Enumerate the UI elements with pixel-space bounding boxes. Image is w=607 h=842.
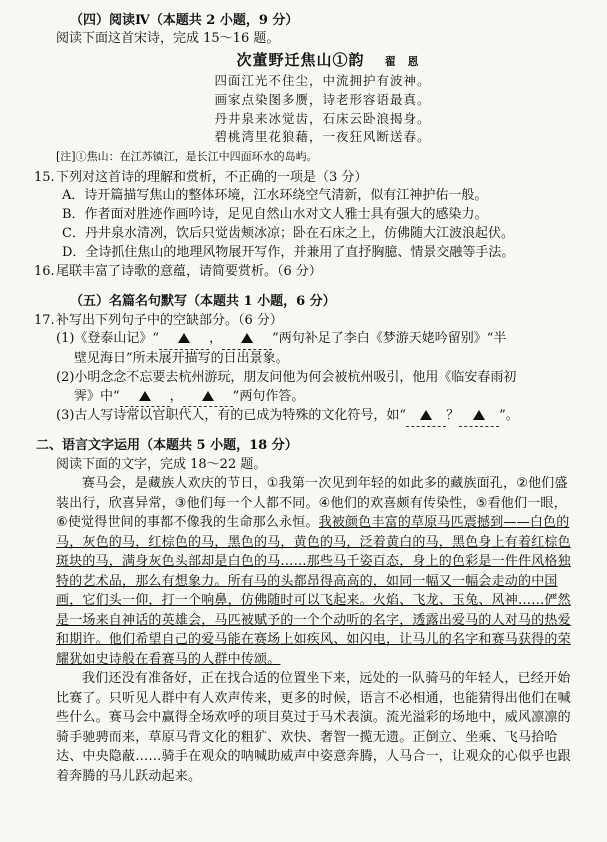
- q15-option-c: C．丹井泉水清冽，饮后只觉齿颊冰凉；卧在石床之上，仿佛随大江波浪起伏。: [62, 225, 514, 241]
- q17-item-2: [56, 369, 573, 408]
- question-15: [34, 169, 573, 187]
- q17-item2-text-d: ”两句作答。: [232, 388, 305, 404]
- q17-item3-text-b: ？: [446, 408, 460, 424]
- q17-item3-text-c: ”。: [499, 408, 519, 424]
- answer-blank[interactable]: [159, 330, 209, 350]
- q17-item1-text-b: ，: [209, 331, 223, 346]
- q15-option-b: B．作者面对胜迹作画吟诗，足见自然山水对文人雅士具有强大的感染力。: [62, 207, 488, 223]
- part2-title: 二、语言文字运用（本题共 5 小题，18 分）: [36, 438, 298, 454]
- answer-blank[interactable]: [406, 407, 446, 427]
- passage-paragraph-2: 我们还没有准备好，正在找合适的位置坐下来，远处的一队骑马的年轻人，已经开始比赛了。只听见人群中有人欢声传来，更多的时候，语言不必相通，也能猜得出他们在喊些什么。赛马会中赢得全场欢呼的项目莫过于马术表演。流光溢彩的场地中，威风凛凛的骑手驰骋而来，草原马背文化的粗犷、欢快、奢智一揽无遗。正倒立、坐乘、飞马拾哈达、中央隐蔽……骑手在观众的呐喊助威声中姿意奔腾，人马合一，让观众的心似乎也跟着奔腾的马儿跃动起来。: [56, 671, 571, 784]
- triangle-icon: [202, 391, 214, 401]
- question-16: [34, 263, 573, 281]
- passage-p1-b: 我被颜色丰富的草原马匹震撼到——白色的马，灰色的马，红棕色的马，黑色的马，黄色的马，泛着黄白的马，黑色身上有着红棕色斑块的马，满身灰色头部却是白色的马……那些马千姿百态，身上的色彩是一件件风格独特的艺术品，那么有想象力。所有马的头都昂得高高的，如同一幅又一幅会走动的中国画，它们头一仰，打一个响鼻，仿佛随时可以飞起来。火焰、飞龙、玉兔、风神……俨然是一场来自神话的英雄会，马匹被赋予的一个个动听的名字，透露出爱马的人对马的热爱和期许。他们希望自己的爱马能在赛场上如疾风、如闪电，让马儿的名字和赛马获得的荣耀犹如史诗般在看赛马的人群中传颂。: [56, 515, 571, 667]
- answer-blank[interactable]: [459, 407, 499, 427]
- q17-item1-text-d: 壁见海日”所未展开描写的日出景象。: [74, 350, 289, 366]
- question-15-number: 15.: [34, 169, 55, 185]
- passage-paragraph-1: [56, 474, 573, 669]
- poem-line-2: 画家点染图多赝，诗老形容语最真。: [214, 91, 431, 107]
- q17-item-1: [56, 330, 573, 369]
- poem-line-4: 碧桃湾里花狼藉，一夜狂风断送春。: [214, 129, 431, 145]
- part2-intro: 阅读下面的文字，完成 18～22 题。: [56, 456, 267, 472]
- answer-blank[interactable]: [222, 330, 272, 350]
- q17-item2-text-c: ，: [169, 388, 183, 404]
- poem-title-line: [86, 50, 573, 71]
- q17-item2-text-b: 霁》中“: [74, 388, 120, 404]
- triangle-icon: [473, 410, 485, 420]
- answer-blank[interactable]: [120, 388, 170, 408]
- question-17: [34, 312, 573, 330]
- section5-title: （五）名篇名句默写（本题共 1 小题，6 分）: [70, 294, 336, 310]
- poem-author: 翟 恩: [384, 54, 423, 68]
- poem-line-1: 四面江光不住尘，中流拥护有波神。: [214, 73, 431, 89]
- poem-note: [注]①焦山：在江苏镇江，是长江中四面环水的岛屿。: [56, 150, 318, 164]
- question-16-number: 16.: [34, 263, 55, 279]
- passage-p1-a: 赛马会，是藏族人欢庆的节日，①我第一次见到年轻的如此多的藏族面孔，②他们盛装出行，欣喜异常，③他们每一个人都不同。④他们的欢喜颇有传染性，⑤看他们一眼，⑥使觉得世间的事都不像我的生命那么永恒。: [56, 476, 568, 531]
- question-17-number: 17.: [34, 312, 55, 328]
- q15-option-d: D．全诗抓住焦山的地理风物展开写作，并兼用了直抒胸臆、情景交融等手法。: [62, 244, 515, 260]
- triangle-icon: [241, 333, 253, 343]
- poem-title: 次董野迁焦山①韵: [236, 50, 365, 69]
- question-16-stem: 尾联丰富了诗歌的意蕴，请简要赏析。（6 分）: [56, 263, 322, 279]
- question-17-stem: 补写出下列句子中的空缺部分。（6 分）: [56, 312, 283, 328]
- q17-item1-text-a: (1)《登泰山记》“: [56, 331, 160, 346]
- q17-item-3: [56, 407, 573, 427]
- section4-title: （四）阅读Ⅳ（本题共 2 小题，9 分）: [70, 13, 299, 28]
- q17-item2-text-a: (2)小明念念不忘要去杭州游玩，朋友问他为何会被杭州吸引，他用《临安春雨初: [56, 369, 517, 385]
- triangle-icon: [139, 391, 151, 401]
- question-15-stem: 下列对这首诗的理解和赏析，不正确的一项是（3 分）: [56, 169, 368, 185]
- poem-line-3: 丹井泉来冰觉齿，石床云卧浪揭身。: [214, 110, 431, 126]
- triangle-icon: [420, 410, 432, 420]
- q17-item3-text-a: (3)古人写诗常以官职代人，有的已成为特殊的文化符号，如“: [56, 408, 407, 424]
- section4-intro: 阅读下面这首宋诗，完成 15～16 题。: [56, 31, 280, 47]
- q17-item1-text-c: ”两句补足了李白《梦游天姥吟留别》“半: [272, 331, 507, 346]
- triangle-icon: [178, 333, 190, 343]
- q15-option-a: A．诗开篇描写焦山的整体环境，江水环绕空气清新，似有江神护佑一般。: [62, 188, 488, 204]
- answer-blank[interactable]: [183, 388, 233, 408]
